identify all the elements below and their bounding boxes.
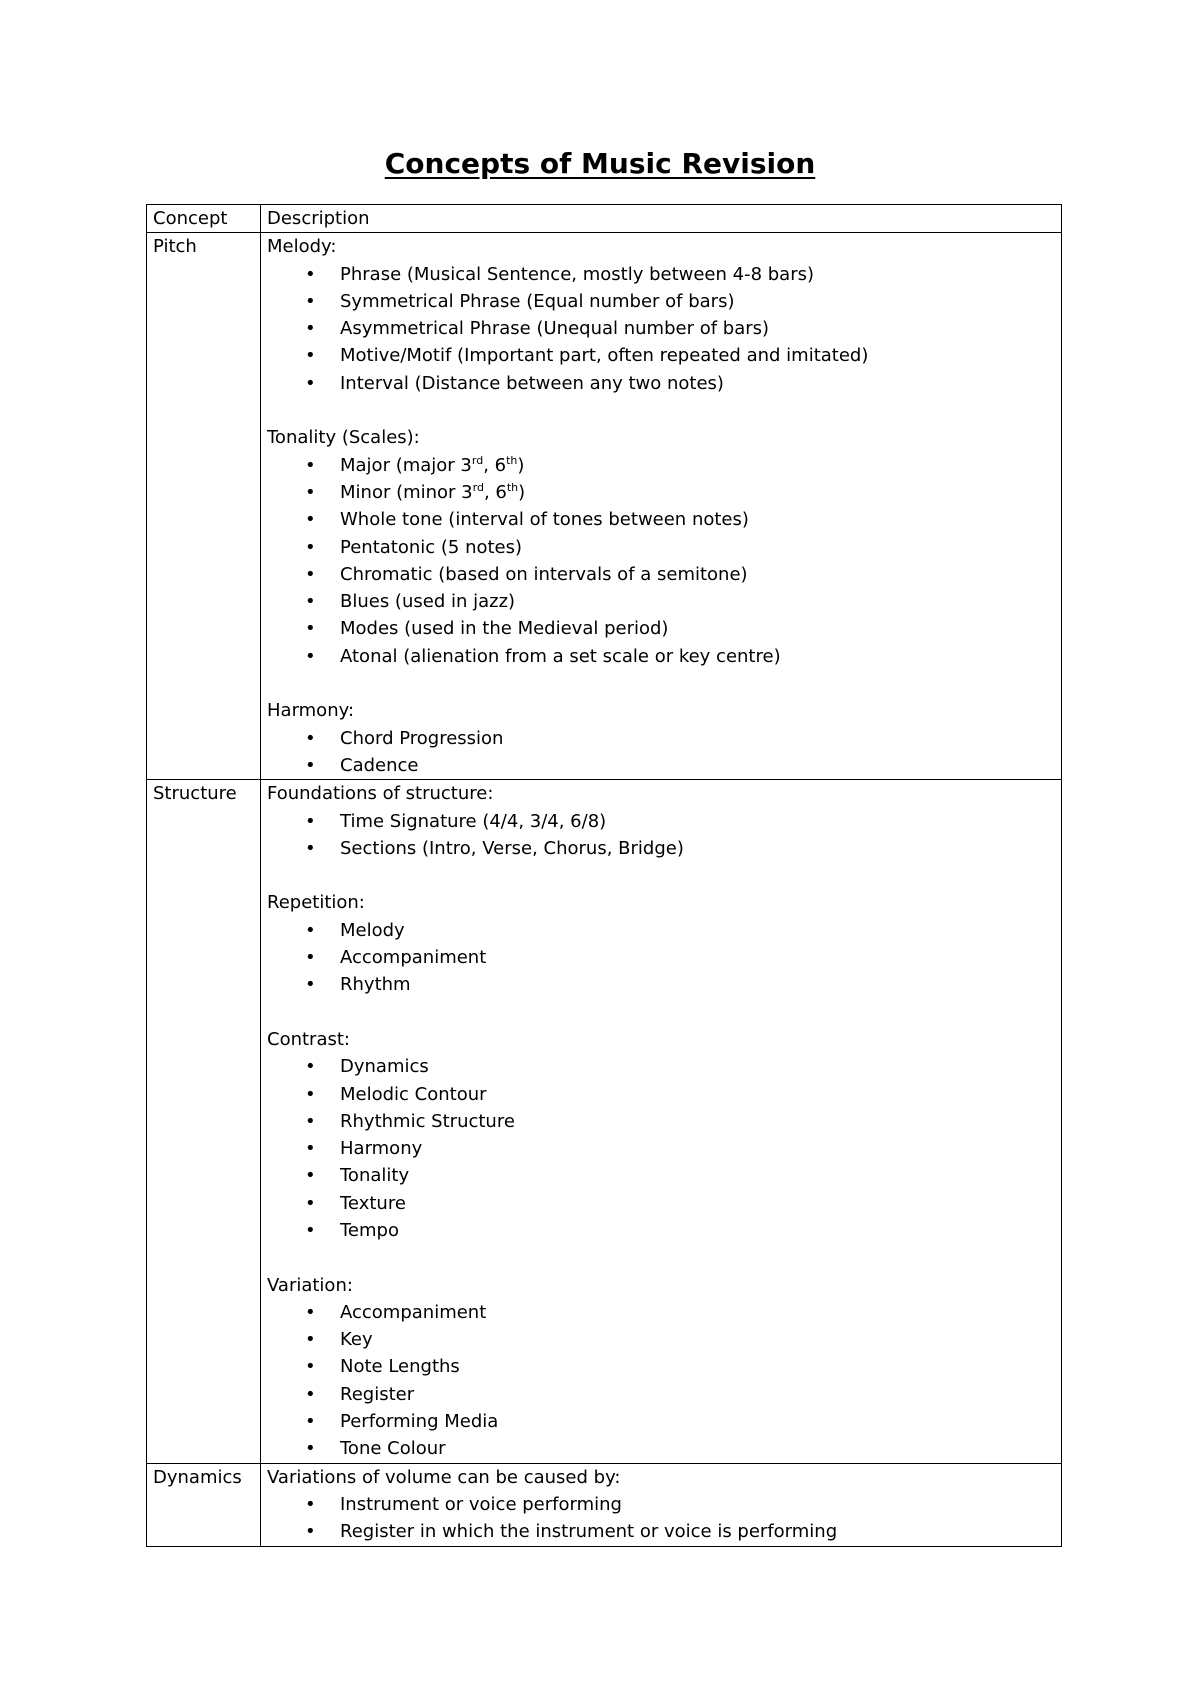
list-item: • Key bbox=[267, 1326, 1055, 1353]
list-item: • Chromatic (based on intervals of a semitone) bbox=[267, 561, 1055, 588]
list-item: • Accompaniment bbox=[267, 1299, 1055, 1326]
list-item: • Motive/Motif (Important part, often repeated and imitated) bbox=[267, 342, 1055, 369]
list-item-minor: • Minor (minor 3rd, 6th) bbox=[267, 479, 1055, 506]
list-item: • Tonality bbox=[267, 1162, 1055, 1189]
foundations-heading: Foundations of structure: bbox=[267, 783, 494, 805]
list-item: • Rhythmic Structure bbox=[267, 1108, 1055, 1135]
list-item: • Sections (Intro, Verse, Chorus, Bridge) bbox=[267, 835, 1055, 862]
list-item: • Tone Colour bbox=[267, 1435, 1055, 1462]
list-item: • Instrument or voice performing bbox=[267, 1491, 1055, 1518]
repetition-list bbox=[267, 917, 1055, 999]
list-item: • Modes (used in the Medieval period) bbox=[267, 615, 1055, 642]
table-row-dynamics bbox=[147, 1463, 1062, 1546]
repetition-heading: Repetition: bbox=[267, 892, 365, 914]
volume-list bbox=[267, 1491, 1055, 1546]
list-item: • Accompaniment bbox=[267, 944, 1055, 971]
melody-heading: Melody: bbox=[267, 236, 337, 258]
list-item: • Cadence bbox=[267, 752, 1055, 779]
contrast-list bbox=[267, 1053, 1055, 1244]
concept-pitch: Pitch bbox=[147, 233, 261, 780]
list-item: • Blues (used in jazz) bbox=[267, 588, 1055, 615]
table-row-pitch bbox=[147, 233, 1062, 780]
description-dynamics bbox=[261, 1463, 1062, 1546]
list-item: • Tempo bbox=[267, 1217, 1055, 1244]
list-item: • Time Signature (4/4, 3/4, 6/8) bbox=[267, 808, 1055, 835]
description-structure bbox=[261, 780, 1062, 1463]
table-header-row bbox=[147, 205, 1062, 233]
variation-heading: Variation: bbox=[267, 1274, 353, 1296]
concept-dynamics: Dynamics bbox=[147, 1463, 261, 1546]
tonality-list bbox=[267, 452, 1055, 670]
list-item-major: • Major (major 3rd, 6th) bbox=[267, 452, 1055, 479]
list-item: • Chord Progression bbox=[267, 725, 1055, 752]
volume-heading: Variations of volume can be caused by: bbox=[267, 1466, 621, 1488]
list-item: • Rhythm bbox=[267, 971, 1055, 998]
harmony-list bbox=[267, 725, 1055, 780]
list-item: • Harmony bbox=[267, 1135, 1055, 1162]
list-item: • Dynamics bbox=[267, 1053, 1055, 1080]
page-title: Concepts of Music Revision bbox=[384, 147, 816, 180]
list-item: • Melody bbox=[267, 917, 1055, 944]
list-item: • Performing Media bbox=[267, 1408, 1055, 1435]
harmony-heading: Harmony: bbox=[267, 700, 355, 722]
list-item: • Whole tone (interval of tones between notes) bbox=[267, 506, 1055, 533]
foundations-list bbox=[267, 808, 1055, 863]
list-item: • Interval (Distance between any two notes) bbox=[267, 370, 1055, 397]
list-item: • Atonal (alienation from a set scale or key centre) bbox=[267, 643, 1055, 670]
list-item: • Phrase (Musical Sentence, mostly between 4-8 bars) bbox=[267, 261, 1055, 288]
concept-structure: Structure bbox=[147, 780, 261, 1463]
table-row-structure bbox=[147, 780, 1062, 1463]
contrast-heading: Contrast: bbox=[267, 1028, 350, 1050]
variation-list bbox=[267, 1299, 1055, 1463]
melody-list bbox=[267, 261, 1055, 397]
tonality-heading: Tonality (Scales): bbox=[267, 427, 420, 449]
list-item: • Symmetrical Phrase (Equal number of bars) bbox=[267, 288, 1055, 315]
list-item: • Asymmetrical Phrase (Unequal number of bars) bbox=[267, 315, 1055, 342]
list-item: • Texture bbox=[267, 1190, 1055, 1217]
concepts-table bbox=[146, 204, 1062, 1547]
list-item: • Register in which the instrument or voice is performing bbox=[267, 1518, 1055, 1545]
header-concept: Concept bbox=[147, 205, 261, 233]
header-description: Description bbox=[261, 205, 1062, 233]
list-item: • Note Lengths bbox=[267, 1353, 1055, 1380]
description-pitch bbox=[261, 233, 1062, 780]
list-item: • Pentatonic (5 notes) bbox=[267, 534, 1055, 561]
list-item: • Register bbox=[267, 1381, 1055, 1408]
list-item: • Melodic Contour bbox=[267, 1081, 1055, 1108]
